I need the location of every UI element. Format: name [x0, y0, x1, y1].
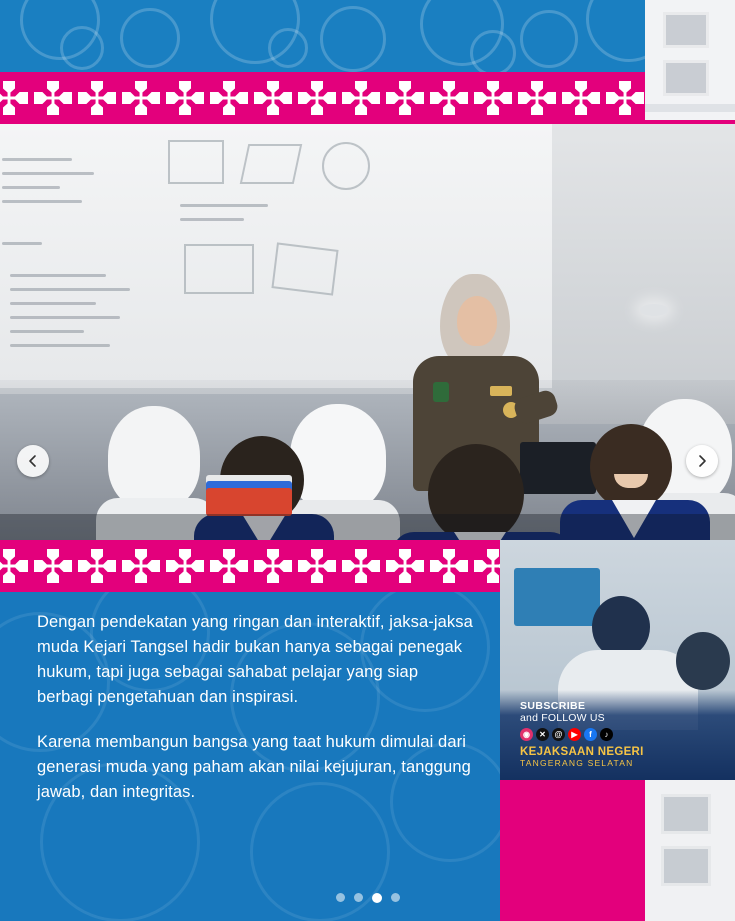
- slide-header-band: [0, 0, 645, 72]
- carousel-dot-4[interactable]: [391, 893, 400, 902]
- chevron-right-icon: [695, 454, 709, 468]
- batik-border-top: [0, 72, 645, 124]
- carousel-prev-button[interactable]: [17, 445, 49, 477]
- building-window: [661, 846, 711, 886]
- caption-paragraph-2: Karena membangun bangsa yang taat hukum dimulai dari generasi muda yang paham akan nilai kejujuran, tanggung jawab, dan integritas.: [37, 733, 471, 802]
- ceiling-lamp: [640, 304, 668, 316]
- carousel-next-button[interactable]: [686, 445, 718, 477]
- card-person-head: [592, 596, 650, 658]
- building-window: [663, 60, 709, 96]
- slide-caption-panel: [0, 592, 500, 921]
- subscribe-line-2: and FOLLOW US: [520, 712, 605, 724]
- top-right-building-photo: [645, 0, 735, 120]
- carousel-dot-3[interactable]: [372, 893, 382, 903]
- card-overlay: [500, 690, 735, 780]
- chevron-left-icon: [26, 454, 40, 468]
- card-org-region: TANGERANG SELATAN: [520, 758, 634, 768]
- batik-border-bottom: [0, 540, 500, 592]
- card-person-head: [676, 632, 730, 690]
- card-org-name: KEJAKSAAN NEGERI: [520, 746, 644, 758]
- caption-paragraph-1: Dengan pendekatan yang ringan dan interaktif, jaksa-jaksa muda Kejari Tangsel hadir bukan hanya sebagai penegak hukum, tapi juga sebagai sahabat pelajar yang siap berbagi pengetahuan dan inspirasi.: [37, 613, 473, 707]
- carousel-dot-1[interactable]: [336, 893, 345, 902]
- carousel-pagination[interactable]: [0, 893, 735, 903]
- follow-us-card: [500, 540, 735, 780]
- desk-row: [0, 514, 735, 540]
- social-icon-row[interactable]: [520, 728, 721, 741]
- threads-icon[interactable]: @: [552, 728, 565, 741]
- building-ledge: [645, 104, 735, 112]
- x-twitter-icon[interactable]: ✕: [536, 728, 549, 741]
- slide-photo-classroom: [0, 124, 735, 540]
- tiktok-icon[interactable]: ♪: [600, 728, 613, 741]
- building-window: [661, 794, 711, 834]
- youtube-icon[interactable]: ▶: [568, 728, 581, 741]
- card-whiteboard: [514, 568, 600, 626]
- instagram-icon[interactable]: ◉: [520, 728, 533, 741]
- carousel-dot-2[interactable]: [354, 893, 363, 902]
- subscribe-line-1: SUBSCRIBE: [520, 700, 586, 712]
- building-window: [663, 12, 709, 48]
- stacked-books: [206, 488, 292, 516]
- facebook-icon[interactable]: f: [584, 728, 597, 741]
